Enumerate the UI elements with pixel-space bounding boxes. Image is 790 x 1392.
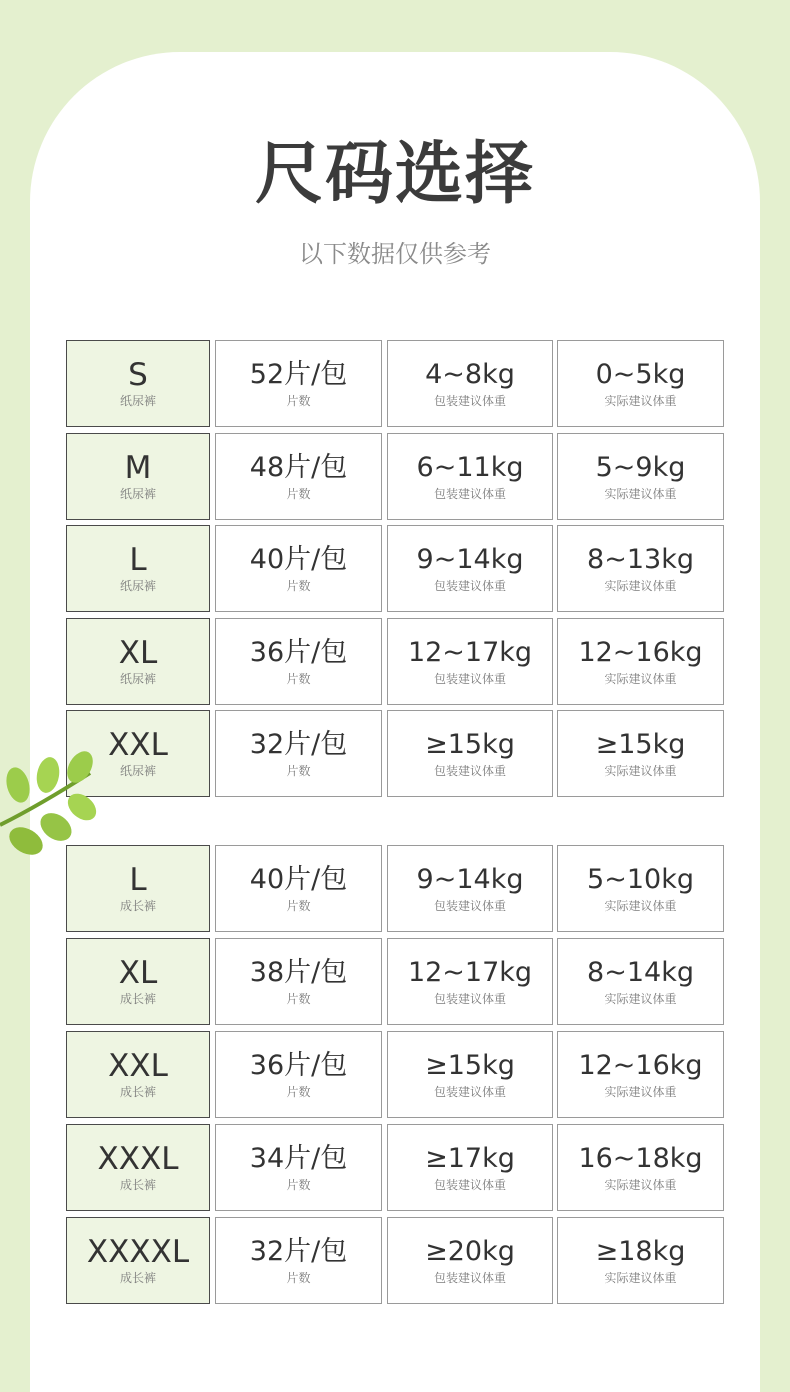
actual-weight-value: 5~10kg bbox=[587, 864, 694, 895]
pack-weight-cell bbox=[387, 938, 553, 1025]
pack-weight-label: 包装建议体重 bbox=[433, 671, 506, 686]
pack-weight-label: 包装建议体重 bbox=[433, 486, 506, 501]
count-cell bbox=[215, 710, 382, 797]
leaf-sprig-icon bbox=[0, 745, 110, 865]
count-label: 片数 bbox=[286, 671, 311, 686]
size-value: XL bbox=[118, 955, 158, 991]
size-value: L bbox=[129, 862, 147, 898]
count-label: 片数 bbox=[286, 899, 311, 913]
actual-weight-cell bbox=[557, 1124, 724, 1211]
size-cell bbox=[66, 1031, 210, 1118]
size-label: 纸尿裤 bbox=[119, 579, 156, 593]
actual-weight-label: 实际建议体重 bbox=[604, 992, 677, 1006]
size-value: L bbox=[129, 542, 147, 578]
pack-weight-label: 包装建议体重 bbox=[433, 1178, 506, 1192]
actual-weight-cell bbox=[557, 340, 724, 427]
actual-weight-label: 实际建议体重 bbox=[604, 486, 677, 501]
pack-weight-cell bbox=[387, 618, 553, 705]
size-cell bbox=[66, 1124, 210, 1211]
size-value: XXL bbox=[108, 1048, 168, 1084]
actual-weight-value: 8~13kg bbox=[587, 544, 694, 575]
count-cell bbox=[215, 618, 382, 705]
pack-weight-cell bbox=[387, 525, 553, 612]
size-value: XXXL bbox=[97, 1141, 179, 1177]
pack-weight-label: 包装建议体重 bbox=[433, 764, 506, 778]
pack-weight-label: 包装建议体重 bbox=[433, 899, 506, 913]
pack-weight-cell bbox=[387, 1217, 553, 1304]
count-cell bbox=[215, 433, 382, 520]
size-label: 成长裤 bbox=[119, 1271, 156, 1285]
pack-weight-cell bbox=[387, 1124, 553, 1211]
size-value: XXXXL bbox=[86, 1234, 190, 1270]
count-label: 片数 bbox=[286, 1271, 311, 1285]
count-value: 52片/包 bbox=[249, 359, 348, 390]
actual-weight-label: 实际建议体重 bbox=[604, 1178, 677, 1192]
count-label: 片数 bbox=[286, 1178, 311, 1192]
pack-weight-cell bbox=[387, 710, 553, 797]
size-cell bbox=[66, 1217, 210, 1304]
size-value: M bbox=[124, 449, 152, 486]
count-cell bbox=[215, 845, 382, 932]
pack-weight-cell bbox=[387, 1031, 553, 1118]
size-cell bbox=[66, 525, 210, 612]
pack-weight-cell bbox=[387, 340, 553, 427]
page-subtitle: 以下数据仅供参考 bbox=[299, 240, 491, 268]
count-value: 32片/包 bbox=[249, 729, 348, 760]
actual-weight-value: 16~18kg bbox=[578, 1143, 703, 1174]
count-value: 40片/包 bbox=[249, 544, 348, 575]
actual-weight-value: 12~16kg bbox=[578, 636, 703, 668]
pack-weight-value: 9~14kg bbox=[416, 544, 524, 575]
count-cell bbox=[215, 1031, 382, 1118]
count-value: 38片/包 bbox=[249, 957, 348, 988]
actual-weight-value: 12~16kg bbox=[578, 1050, 703, 1081]
pack-weight-value: 12~17kg bbox=[407, 636, 533, 668]
size-cell bbox=[66, 618, 210, 705]
count-cell bbox=[215, 340, 382, 427]
pack-weight-value: 9~14kg bbox=[416, 864, 524, 895]
actual-weight-label: 实际建议体重 bbox=[604, 579, 677, 593]
actual-weight-value: ≥18kg bbox=[595, 1236, 686, 1267]
actual-weight-value: 0~5kg bbox=[595, 359, 686, 390]
count-value: 36片/包 bbox=[249, 1050, 348, 1081]
actual-weight-value: ≥15kg bbox=[595, 729, 686, 760]
actual-weight-cell bbox=[557, 433, 724, 520]
count-value: 48片/包 bbox=[249, 451, 348, 483]
actual-weight-cell bbox=[557, 710, 724, 797]
pack-weight-label: 包装建议体重 bbox=[433, 579, 506, 593]
pack-weight-cell bbox=[387, 845, 553, 932]
count-value: 32片/包 bbox=[249, 1236, 348, 1267]
actual-weight-cell bbox=[557, 845, 724, 932]
pack-weight-label: 包装建议体重 bbox=[433, 1085, 506, 1099]
count-label: 片数 bbox=[286, 394, 311, 408]
size-label: 成长裤 bbox=[119, 1178, 156, 1192]
count-label: 片数 bbox=[286, 1085, 311, 1099]
size-label: 纸尿裤 bbox=[119, 671, 156, 686]
count-value: 36片/包 bbox=[249, 636, 348, 668]
page-title: 尺码选择 bbox=[254, 135, 535, 214]
size-label: 纸尿裤 bbox=[119, 764, 156, 778]
pack-weight-label: 包装建议体重 bbox=[433, 394, 506, 408]
pack-weight-value: 4~8kg bbox=[425, 359, 515, 390]
pack-weight-label: 包装建议体重 bbox=[433, 1271, 506, 1285]
actual-weight-cell bbox=[557, 1217, 724, 1304]
actual-weight-cell bbox=[557, 525, 724, 612]
actual-weight-cell bbox=[557, 938, 724, 1025]
count-cell bbox=[215, 1217, 382, 1304]
actual-weight-label: 实际建议体重 bbox=[604, 764, 677, 778]
pack-weight-value: 12~17kg bbox=[407, 957, 533, 988]
count-label: 片数 bbox=[286, 764, 311, 778]
actual-weight-label: 实际建议体重 bbox=[604, 1271, 677, 1285]
count-label: 片数 bbox=[286, 992, 311, 1006]
size-value: S bbox=[128, 357, 148, 393]
actual-weight-label: 实际建议体重 bbox=[604, 671, 677, 686]
size-label: 成长裤 bbox=[119, 1085, 156, 1099]
size-value: XXL bbox=[108, 727, 168, 763]
actual-weight-value: 8~14kg bbox=[587, 957, 694, 988]
count-value: 34片/包 bbox=[249, 1143, 348, 1174]
count-label: 片数 bbox=[286, 579, 311, 593]
actual-weight-cell bbox=[557, 1031, 724, 1118]
pack-weight-value: ≥15kg bbox=[425, 1050, 515, 1081]
size-label: 纸尿裤 bbox=[119, 486, 156, 501]
pack-weight-label: 包装建议体重 bbox=[433, 992, 506, 1006]
count-cell bbox=[215, 525, 382, 612]
size-label: 纸尿裤 bbox=[119, 394, 156, 408]
size-cell bbox=[66, 938, 210, 1025]
size-label: 成长裤 bbox=[119, 992, 156, 1006]
actual-weight-label: 实际建议体重 bbox=[604, 394, 677, 408]
actual-weight-value: 5~9kg bbox=[595, 451, 686, 483]
count-value: 40片/包 bbox=[249, 864, 348, 895]
pack-weight-value: ≥20kg bbox=[425, 1236, 515, 1267]
count-cell bbox=[215, 1124, 382, 1211]
pack-weight-cell bbox=[387, 433, 553, 520]
actual-weight-label: 实际建议体重 bbox=[604, 899, 677, 913]
pack-weight-value: ≥17kg bbox=[425, 1143, 515, 1174]
size-value: XL bbox=[118, 634, 158, 671]
actual-weight-cell bbox=[557, 618, 724, 705]
size-cell bbox=[66, 340, 210, 427]
actual-weight-label: 实际建议体重 bbox=[604, 1085, 677, 1099]
pack-weight-value: ≥15kg bbox=[425, 729, 515, 760]
size-cell bbox=[66, 433, 210, 520]
size-label: 成长裤 bbox=[119, 899, 156, 913]
pack-weight-value: 6~11kg bbox=[416, 451, 524, 483]
count-cell bbox=[215, 938, 382, 1025]
count-label: 片数 bbox=[286, 486, 311, 501]
